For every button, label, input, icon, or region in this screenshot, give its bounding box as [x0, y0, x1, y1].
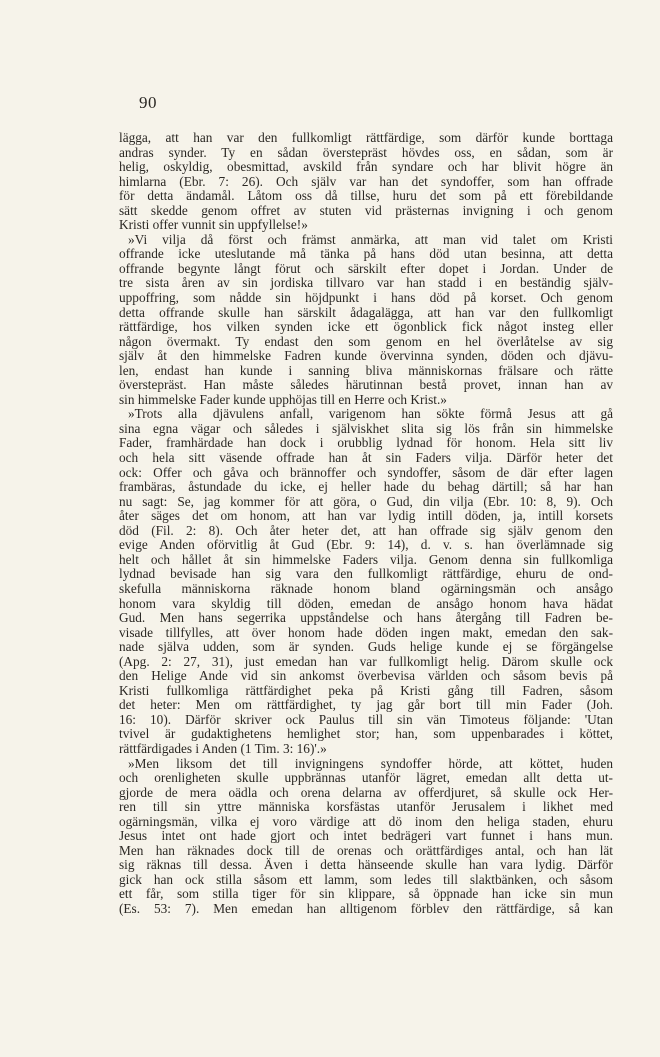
- text-line: det heter: Men om rättfärdighet, ty jag går bort till min Fader (Joh.: [119, 698, 613, 713]
- text-line: någon övermakt. Ty endast den som genom en hel överlåtelse av sig: [119, 334, 613, 349]
- text-line: offrande begynte långt förut och särskilt efter dopet i Jordan. Under de: [119, 261, 613, 276]
- text-line: skefulla människorna räknade honom bland ogärningsmän och ansågo: [119, 581, 613, 596]
- text-line: »Vi vilja då först och främst anmärka, att man vid talet om Kristi: [128, 232, 613, 247]
- text-line: för detta ändamål. Låtom oss då tillse, huru det som på ett förebildande: [119, 189, 613, 204]
- text-line: tre sista åren av sin jordiska tillvaro var han stadd i en beständig själv-: [119, 276, 613, 291]
- page-number: 90: [139, 93, 157, 112]
- text-line: visade tillfylles, att över honom hade döden ingen makt, emedan den sak-: [119, 625, 613, 640]
- text-line: nu sagt: Se, jag kommer för att göra, o Gud, din vilja (Ebr. 10: 8, 9). Och: [119, 494, 613, 509]
- text-line: Kristi fullkomliga rättfärdighet peka på Kristi gång till Fadren, såsom: [119, 683, 613, 698]
- text-line: andras synder. Ty en sådan överstepräst hövdes oss, en sådan, som är: [119, 145, 613, 160]
- text-line: gjorde de mera oädla och orena delarna av offerdjuret, så skulle ock Her-: [119, 785, 613, 800]
- text-line: och orenligheten skulle uppbrännas utanför lägret, emedan allt detta ut-: [119, 771, 613, 786]
- text-line: detta offrande skulle han särskilt ådagalägga, att han var den fullkomligt: [119, 305, 613, 320]
- text-line: »Trots alla djävulens anfall, varigenom han sökte förmå Jesus att gå: [128, 407, 613, 422]
- text-line: helt och hållet åt sin himmelske Faders vilja. Genom denna sin fullkomliga: [119, 552, 613, 567]
- text-line: ogärningsmän, vilka ej voro värdige att dö inom den heliga staden, ehuru: [119, 814, 613, 829]
- text-line: evige Anden oförvitlig åt Gud (Ebr. 9: 14), d. v. s. han överlämnade sig: [119, 538, 613, 553]
- text-line: (Apg. 2: 27, 31), just emedan han var fullkomligt helig. Därom skulle ock: [119, 654, 613, 669]
- text-line: och hela sitt väsende offrade han åt sin Faders vilja. Därför heter det: [119, 451, 613, 466]
- text-line: Men han räknades dock till de orenas och orättfärdiges antal, och han lät: [119, 843, 613, 858]
- text-line: (Es. 53: 7). Men emedan han alltigenom förblev den rättfärdige, så kan: [119, 901, 613, 916]
- text-line: lydnad bevisade han sig vara den fullkomligt rättfärdige, ehuru de ond-: [119, 567, 613, 582]
- text-line: ett får, som stilla tiger för sin klippare, så öppnade han icke sin mun: [119, 887, 613, 902]
- text-line: Kristi offer vunnit sin uppfyllelse!»: [119, 218, 308, 233]
- text-line: död (Fil. 2: 8). Och åter heter det, att han offrade sig själv genom den: [119, 523, 613, 538]
- text-line: sina egna vägar och således i själviskhet slita sig lös från sin himmelske: [119, 421, 613, 436]
- text-line: sig räknas till dessa. Även i detta hänseende skulle han vara lydig. Därför: [119, 858, 613, 873]
- text-line: lägga, att han var den fullkomligt rättfärdige, som därför kunde borttaga: [119, 131, 613, 145]
- text-line: offrande icke uteslutande må tänka på hans död utan besinna, att detta: [119, 247, 613, 262]
- text-line: överstepräst. Han måste således härutinnan bestå provet, innan han av: [119, 378, 613, 393]
- text-line: gick han ock stilla såsom ett lamm, som ledes till slaktbänken, och såsom: [119, 872, 613, 887]
- text-line: Gud. Men hans segerrika uppståndelse och hans återgång till Fadren be-: [119, 611, 613, 626]
- text-line: sätt skedde genom offret av stuten vid prästernas invigning i och genom: [119, 203, 613, 218]
- text-line: Fader, framhärdade han dock i orubblig lydnad för honom. Hela sitt liv: [119, 436, 613, 451]
- text-line: rättfärdige, hos vilken synden icke ett ögonblick fick något insteg eller: [119, 320, 613, 335]
- text-line: den Helige Ande vid sin ankomst överbevisa världen och såsom bevis på: [119, 669, 613, 684]
- text-line: helig, oskyldig, obesmittad, avskild från syndare och har blivit högre än: [119, 160, 613, 175]
- text-line: åter säges det om honom, att han var lydig intill döden, ja, intill korsets: [119, 509, 613, 524]
- text-line: 16: 10). Därför skriver ock Paulus till sin vän Timoteus följande: 'Utan: [119, 712, 613, 727]
- text-line: himlarna (Ebr. 7: 26). Och själv var han det syndoffer, som han offrade: [119, 174, 613, 189]
- text-line: len, endast han kunde i sanning bliva människornas frälsare och rätte: [119, 363, 613, 378]
- text-line: själv åt den himmelske Fadren kunde övervinna synden, döden och djävu-: [119, 349, 613, 364]
- text-line: tvivel är gudaktighetens hemlighet stor; han, som uppenbarades i köttet,: [119, 727, 613, 742]
- text-line: »Men liksom det till invigningens syndoffer hörde, att köttet, huden: [128, 756, 613, 771]
- text-line: rättfärdigades i Anden (1 Tim. 3: 16)'.»: [119, 741, 327, 756]
- text-line: nade själva udden, som är synden. Guds helige kunde ej se förgängelse: [119, 640, 613, 655]
- body-text: [119, 131, 613, 917]
- text-line: Jesus intet ont hade gjort och intet bedrägeri vart funnet i hans mun.: [119, 829, 613, 844]
- text-line: frambäras, åstundade du icke, ej heller hade du behag därtill; så har han: [119, 480, 613, 495]
- text-line: ren till sin yttre människa korsfästas utanför Jerusalem i likhet med: [119, 800, 613, 815]
- text-line: uppoffring, som nådde sin höjdpunkt i hans död på korset. Och genom: [119, 291, 613, 306]
- text-line: sin himmelske Fader kunde upphöjas till en Herre och Krist.»: [119, 392, 447, 407]
- text-line: honom vara skyldig till döden, emedan de ansågo honom hava hädat: [119, 596, 613, 611]
- text-line: ock: Offer och gåva och brännoffer och syndoffer, såsom de där efter lagen: [119, 465, 613, 480]
